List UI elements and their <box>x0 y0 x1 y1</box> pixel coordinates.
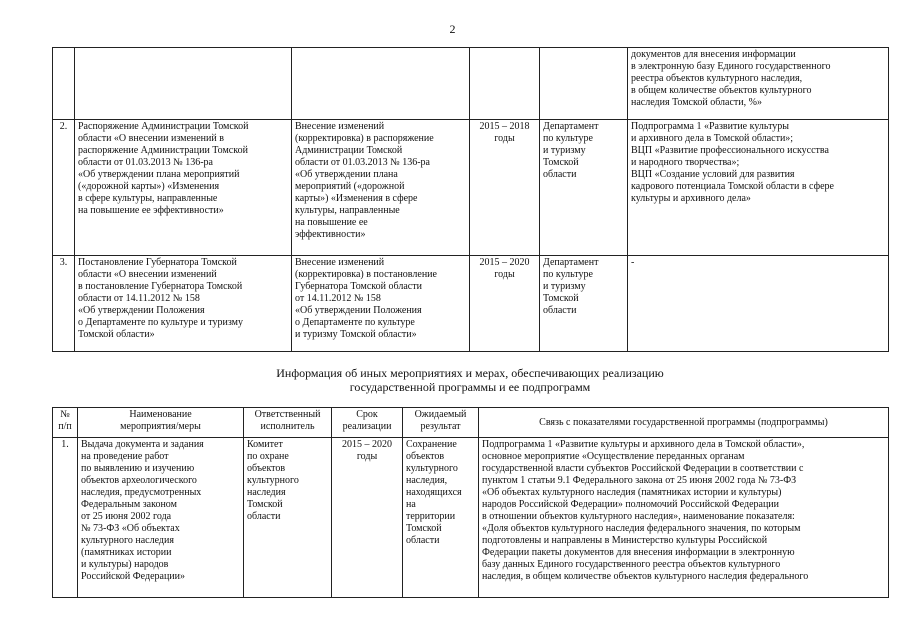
document-cell <box>75 48 292 120</box>
header-name: Наименование мероприятия/меры <box>78 408 244 438</box>
table-row <box>53 438 889 598</box>
period-cell: 2015 – 2020 годы <box>470 256 540 352</box>
row-number: 2. <box>53 120 75 256</box>
page-number: 2 <box>449 22 456 36</box>
responsible-cell: Департамент по культуре и туризму Томской области <box>540 256 628 352</box>
table-header-row <box>53 408 889 438</box>
header-result: Ожидаемый результат <box>403 408 479 438</box>
responsible-cell <box>540 48 628 120</box>
table-row <box>53 256 889 352</box>
period-cell <box>470 48 540 120</box>
measure-name-cell: Выдача документа и задания на проведение работ по выявлению и изучению объектов археологического наследия, предусмотренных Федеральным законом от 25 июня 2002 года № 73-ФЗ «Об объектах культурного наследия (памятниках истории и культуры) народов Российской Федерации» <box>78 438 244 598</box>
table-row <box>53 48 889 120</box>
header-period: Срок реализации <box>332 408 403 438</box>
row-number <box>53 48 75 120</box>
header-executor: Ответственный исполнитель <box>244 408 332 438</box>
result-cell: Сохранение объектов культурного наследия, находящихся на территории Томской области <box>403 438 479 598</box>
measures-table <box>52 407 889 598</box>
indicator-link-cell: - <box>628 256 889 352</box>
change-cell <box>292 48 470 120</box>
responsible-cell: Департамент по культуре и туризму Томской области <box>540 120 628 256</box>
legal-acts-table <box>52 47 889 352</box>
period-cell: 2015 – 2020 годы <box>332 438 403 598</box>
change-cell: Внесение изменений (корректировка) в распоряжение Администрации Томской области от 01.03.2013 № 136-ра «Об утверждении плана мероприятий («дорожной карты») «Изменения в сфере культуры, направленные на повышение ее эффективности» <box>292 120 470 256</box>
indicator-link-cell: Подпрограмма 1 «Развитие культуры и архивного дела в Томской области», основное мероприятие «Осуществление переданных органам государственной власти субъектов Российской Федерации в соответствии с пунктом 1 статьи 9.1 Федерального закона от 25 июня 2002 года № 73-ФЗ «Об объектах культурного наследия (памятниках истории и культуры) народов Российской Федерации» полномочий Российской Федерации в отношении объектов культурного наследия», наименование показателя: «Доля объектов культурного наследия федерального значения, по которым подготовлены и направлены в Министерство культуры Российской Федерации пакеты документов для внесения информации в электронную базу данных Единого государственного реестра объектов культурного наследия, в общем количестве объектов культурного наследия федерального <box>479 438 889 598</box>
header-number: № п/п <box>53 408 78 438</box>
indicator-link-cell: Подпрограмма 1 «Развитие культуры и архивного дела в Томской области»; ВЦП «Развитие профессионального искусства и народного творчества»; ВЦП «Создание условий для развития кадрового потенциала Томской области в сфере культуры и архивного дела» <box>628 120 889 256</box>
executor-cell: Комитет по охране объектов культурного наследия Томской области <box>244 438 332 598</box>
document-cell: Распоряжение Администрации Томской области «О внесении изменений в распоряжение Администрации Томской области от 01.03.2013 № 136-ра «Об утверждении плана мероприятий («дорожной карты») «Изменения в сфере культуры, направленные на повышение ее эффективности» <box>75 120 292 256</box>
indicator-link-cell: документов для внесения информации в электронную базу Единого государственного реестра объектов культурного наследия, в общем количестве объектов культурного наследия Томской области, %» <box>628 48 889 120</box>
table-row <box>53 120 889 256</box>
document-cell: Постановление Губернатора Томской области «О внесении изменений в постановление Губернатора Томской области от 14.11.2012 № 158 «Об утверждении Положения о Департаменте по культуре и туризму Томской области» <box>75 256 292 352</box>
change-cell: Внесение изменений (корректировка) в постановление Губернатора Томской области от 14.11.2012 № 158 «Об утверждении Положения о Департаменте по культуре и туризму Томской области» <box>292 256 470 352</box>
period-cell: 2015 – 2018 годы <box>470 120 540 256</box>
row-number: 1. <box>53 438 78 598</box>
row-number: 3. <box>53 256 75 352</box>
section-heading: Информация об иных мероприятиях и мерах, обеспечивающих реализацию государственной программы и ее подпрограмм <box>276 366 664 394</box>
header-indicator-link: Связь с показателями государственной программы (подпрограммы) <box>479 408 889 438</box>
